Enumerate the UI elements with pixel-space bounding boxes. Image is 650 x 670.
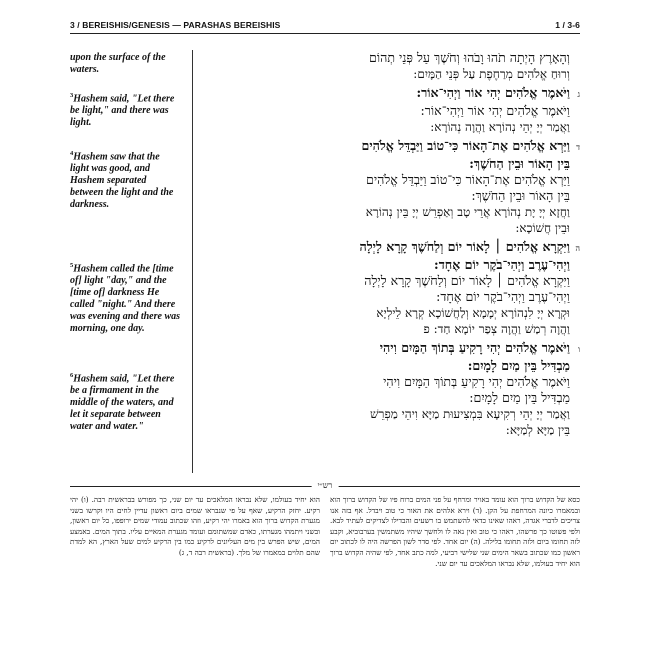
targum-line [201,406,580,422]
english-verse-text: Hashem said, "Let there be light," and there was light. [70,93,175,129]
verse-line-text: וַיֹּאמֶר אֱלֹהִים יְהִי אוֹר וַיְהִי־אוֹר: [416,85,570,100]
verse-line [201,156,580,172]
verse-line-text: וַיְהִי־עֶרֶב וַיְהִי־בֹקֶר יוֹם אֶחָד: [436,289,570,304]
targum-line [201,66,580,82]
rashi-commentary [70,495,580,627]
verse-line-text: וַיֹּאמֶר אֱלֹהִים יְהִי אוֹר וַיְהִי־אוֹר: [420,103,570,118]
english-verse-continued [70,52,180,76]
verse-line-text: וּקְרָא יְיָ לִנְהוֹרָא יְמָמָא וְלַחֲשׁוֹכָא קְרָא לֵילְיָא [376,306,570,320]
english-verse-6 [70,370,180,433]
targum-line [201,305,580,321]
hebrew-verse [201,138,580,236]
verse-line-text: וַיֹּאמֶר אֱלֹהִים יְהִי רָקִיעַ בְּתוֹךְ הַמָּיִם וִיהִי [379,340,570,355]
english-verse-5 [70,260,180,335]
verse-line-text: מַבְדִּיל בֵּין מַיִם לָמָיִם: [469,390,570,405]
verse-line [201,188,580,204]
targum-line [201,119,580,135]
verse-line-text: וַהֲוָה רְמַשׁ וַהֲוָה צְפַר יוֹמָא חַד: פ [423,322,570,336]
verse-line [201,340,580,358]
targum-line [201,422,580,438]
english-verse-text: Hashem called the [time of] light "day," and the [time of] darkness He called "night." And there was evening and there was morning, one day. [70,263,181,335]
commentary-column-left: הוא יחיד בעולמו, שלא נבראו המלאכים עד יום שני, כך מפורש בבראשית רבה. (ו) יהי רקיע. יחזק הרקיע, שאף על פי שנבראו שמים ביום ראשון עדיין לחים היו וקרשו בשני מגערת הקדוש ברוך הוא באמרו יהי רקיע, וזהו שכתוב עמודי שמים ירופפו, כל יום ראשון, ובשני ויתמהו מגערתו, כאדם שמשתומם ועומד מגערת המאיים עליו. בתוך המים. באמצע המים, שיש הפרש בין מים העליונים לרקיע כמו בין הרקיע למים שעל הארץ, הא למדת שהם תלוים במאמרו של מלך. (בראשית רבה ד, ג) [70,495,320,557]
rashi-label: רש״י [312,481,339,490]
verse-line-text: בֵּין הָאוֹר וּבֵין הַחֹשֶׁךְ: [469,156,570,171]
hebrew-verse-number: ו [577,345,580,354]
hebrew-verse-number: ה [575,244,580,253]
verse-line-text: וַיִּקְרָא אֱלֹהִים ׀ לָאוֹר יוֹם וְלַחֹשֶׁךְ קָרָא לָיְלָה [359,239,570,254]
targum-line [201,321,580,337]
verse-line-text: וַיֹּאמֶר אֱלֹהִים יְהִי רָקִיעַ בְּתוֹךְ הַמָּיִם וִיהִי [383,374,570,389]
text-columns [70,50,580,473]
english-translation-column [70,50,193,473]
verse-line [201,257,580,273]
hebrew-verse-number: ג [577,90,580,99]
commentary-column-right: כסא של הקדוש ברוך הוא עומד באויר ומרחף על פני המים ברוח פיו של הקדוש ברוך הוא ובמאמרו כיונה המרחפת על הקן. (ד) וירא אלהים את האור כי טוב ויבדל. אף בזה אנו צריכים לדברי אגדה, ראהו שאינו כדאי להשתמש בו רשעים והבדילו לצדיקים לעתיד לבא. ולפי פשוטו כך פרשהו, ראהו כי טוב ואין נאה לו ולחשך שיהיו משתמשין בערבוביא, וקבע לזה תחומו ביום ולזה תחומו בלילה. (ה) יום אחד. לפי סדר לשון הפרשה היה לו לכתוב יום ראשון כמו שכתוב בשאר הימים שני שלישי רביעי, למה כתב אחד, לפי שהיה הקדוש ברוך הוא יחיד בעולמו, שלא נבראו המלאכים עד יום שני. [330,495,580,568]
verse-line-text: בֵּין הָאוֹר וּבֵין הַחֹשֶׁךְ: [471,188,570,203]
hebrew-verse [201,340,580,438]
verse-line-text: מַבְדִּיל בֵּין מַיִם לָמָיִם: [467,358,570,373]
verse-line [201,172,580,188]
verse-line-text: וּבֵין חֲשׁוֹכָא: [515,221,570,235]
english-verse-text: Hashem saw that the light was good, and Hashem separated between the light and the darkness. [70,151,174,211]
verse-line [201,50,580,66]
verse-line-text: וְרוּחַ אֱלֹהִים מְרַחֶפֶת עַל פְּנֵי הַמָּיִם: [413,67,570,81]
verse-line [201,390,580,406]
running-head-left: 3 / BEREISHIS/GENESIS — PARASHAS BEREISHIS [70,20,281,30]
english-verse-number: 4 [70,150,74,157]
rashi-divider [70,481,580,491]
verse-line [201,103,580,119]
hebrew-text-column [193,50,580,473]
page [70,20,580,630]
verse-line [201,239,580,257]
running-head [70,20,580,34]
english-verse-number: 6 [70,372,74,379]
verse-line-text: וַאֲמַר יְיָ יְהֵי נְהוֹרָא וַהֲוָה נְהוֹרָא: [430,120,570,134]
verse-line [201,358,580,374]
english-verse-number: 3 [70,92,74,99]
verse-line [201,138,580,156]
hebrew-verse [201,85,580,135]
verse-line [201,273,580,289]
running-head-right: 1 / 3-6 [555,20,580,30]
verse-line [201,85,580,103]
verse-line-text: וַיְהִי־עֶרֶב וַיְהִי־בֹקֶר יוֹם אֶחָד: [434,257,570,272]
english-verse-3 [70,90,180,129]
english-verse-4 [70,148,180,211]
verse-line [201,289,580,305]
english-verse-text: upon the surface of the waters. [70,52,166,75]
verse-line-text: וַיִּקְרָא אֱלֹהִים ׀ לָאוֹר יוֹם וְלַחֹשֶׁךְ קָרָא לָיְלָה [364,273,570,288]
verse-line [201,374,580,390]
verse-line-text: וַיַּרְא אֱלֹהִים אֶת־הָאוֹר כִּי־טוֹב וַיַּבְדֵּל אֱלֹהִים [361,138,570,153]
verse-line-text: וַיַּרְא אֱלֹהִים אֶת־הָאוֹר כִּי־טוֹב וַיַּבְדֵּל אֱלֹהִים [366,172,570,187]
hebrew-verse-number: ד [576,143,580,152]
hebrew-verse [201,239,580,337]
english-verse-text: Hashem said, "Let there be a firmament in the middle of the waters, and let it separate between water and water." [70,373,175,433]
english-verse-number: 5 [70,262,74,269]
verse-line-text: וְהָאָרֶץ הָיְתָה תֹהוּ וָבֹהוּ וְחֹשֶׁךְ עַל פְּנֵי תְהוֹם [369,50,570,65]
targum-line [201,204,580,220]
verse-line-text: וַחֲזָא יְיָ יָת נְהוֹרָא אֲרֵי טָב וְאַפְרֵשׁ יְיָ בֵּין נְהוֹרָא [365,205,570,219]
hebrew-verse [201,50,580,82]
verse-line-text: בֵּין מַיָּא לְמַיָּא: [505,423,570,437]
targum-line [201,220,580,236]
verse-line-text: וַאֲמַר יְיָ יְהֵי רְקִיעָא בִּמְצִיעוּת מַיָּא וִיהֵי מַפְרֵשׁ [370,407,570,421]
